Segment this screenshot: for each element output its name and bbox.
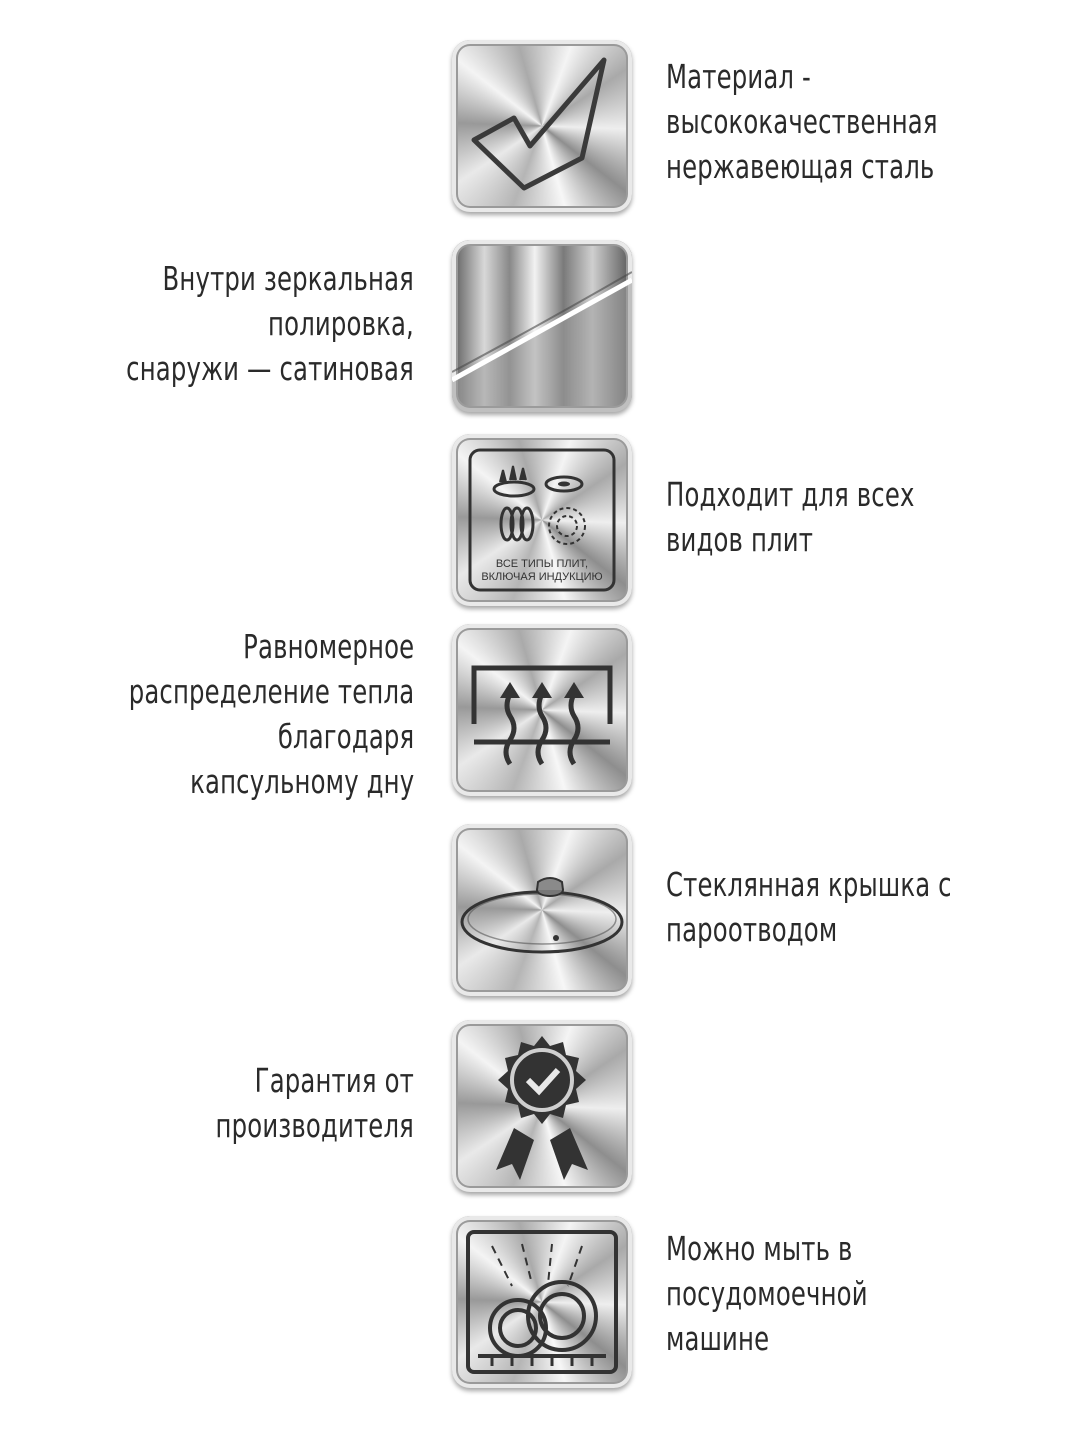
mirror-polish-icon (452, 240, 632, 412)
feature-5-label: Стеклянная крышка с пароотводом (666, 865, 952, 949)
feature-7-label: Можно мыть в посудомоечной машине (666, 1229, 868, 1358)
feature-5-tile (452, 824, 632, 996)
feature-3-label: Подходит для всех видов плит (666, 475, 915, 559)
induction-icon (549, 508, 585, 544)
feature-6-tile (452, 1020, 632, 1192)
feature-2-tile (452, 240, 632, 412)
feature-1-label: Материал - высококачественная нержавеющая сталь (666, 57, 938, 186)
dishwasher-icon (452, 1216, 632, 1388)
coil-icon (501, 508, 533, 540)
all-stoves-icon (452, 434, 632, 606)
heat-distribution-icon (452, 624, 632, 796)
checkmark-icon (452, 40, 632, 212)
electric-plate-icon (546, 477, 582, 491)
icon-caption-2: ВКЛЮЧАЯ ИНДУКЦИЮ (481, 571, 603, 583)
gas-burner-icon (494, 466, 534, 496)
feature-1-tile (452, 40, 632, 212)
feature-3-tile (452, 434, 632, 606)
glass-lid-icon (452, 824, 632, 996)
feature-2-label: Внутри зеркальная полировка, снаружи — сатиновая (126, 259, 414, 388)
icon-caption-1: ВСЕ ТИПЫ ПЛИТ, (495, 558, 589, 570)
feature-4-tile (452, 624, 632, 796)
feature-4-label: Равномерное распределение тепла благодаря капсульному дну (128, 627, 414, 801)
feature-7-tile (452, 1216, 632, 1388)
feature-6-label: Гарантия от производителя (215, 1061, 414, 1145)
warranty-badge-icon (452, 1020, 632, 1192)
